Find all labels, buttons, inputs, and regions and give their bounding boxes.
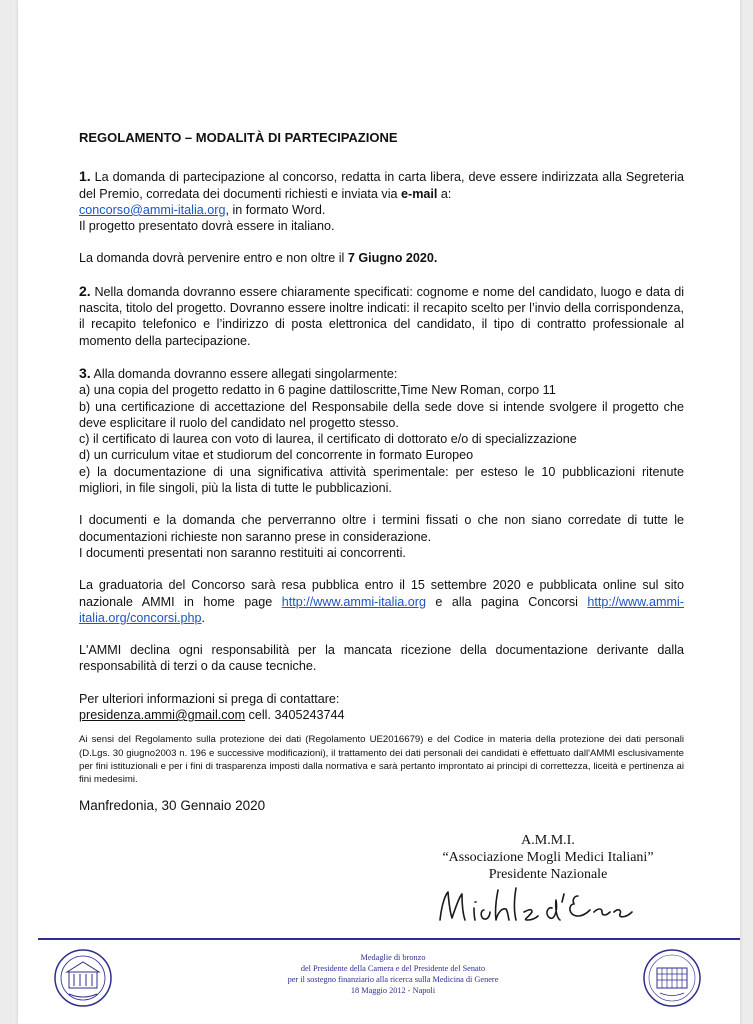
section-1-language: Il progetto presentato dovrà essere in italiano. xyxy=(79,219,335,234)
camera-deputati-medal-logo xyxy=(53,948,113,1008)
contact-intro: Per ulteriori informazioni si prega di contattare: xyxy=(79,691,340,706)
ranking-text-c: . xyxy=(201,610,206,625)
list-item: a) una copia del progetto redatto in 6 pagine dattiloscritte,Time New Roman, corpo 11 xyxy=(79,383,556,398)
concorsi-page-link[interactable]: http://www.ammi-italia.org/concorsi.php xyxy=(79,594,684,625)
section-1 xyxy=(79,168,684,218)
deadline-date: 7 Giugno 2020. xyxy=(347,251,438,266)
contact-email[interactable]: presidenza.ammi@gmail.com xyxy=(79,708,246,723)
section-3-number: 3. xyxy=(79,364,91,381)
document-page xyxy=(18,0,740,1024)
footer-line-1: Medaglie di bronzo xyxy=(360,953,426,962)
ranking-text-b: e alla pagina Concorsi xyxy=(425,594,588,609)
section-1-number: 1. xyxy=(79,168,91,185)
org-full-name: “Associazione Mogli Medici Italiani” xyxy=(442,850,654,865)
section-1-text-b: a: xyxy=(437,186,452,201)
list-item: c) il certificato di laurea con voto di laurea, il certificato di dottorato e/o di specializzazione xyxy=(79,432,577,447)
footer-line-4: 18 Maggio 2012 - Napoli xyxy=(350,986,436,995)
section-3-intro xyxy=(79,365,684,382)
list-item: d) un curriculum vitae et studiorum del concorrente in formato Europeo xyxy=(79,448,474,463)
concorso-email-link[interactable]: concorso@ammi-italia.org xyxy=(79,202,226,217)
section-1-text-c: , in formato Word. xyxy=(225,202,326,217)
disclaimer: L'AMMI declina ogni responsabilità per la mancata ricezione della documentazione derivante dalla responsabilità di terzi o da cause tecniche. xyxy=(79,643,684,674)
footer-line-3: per il sostegno finanziario alla ricerca sulla Medicina di Genere xyxy=(287,975,499,984)
documents-note: I documenti e la domanda che perverranno oltre i termini fissati o che non siano corredate di tutte le documentazioni richieste non saranno prese in considerazione. xyxy=(79,513,684,544)
section-2 xyxy=(79,283,684,349)
signatory-role: Presidente Nazionale xyxy=(488,867,608,882)
privacy-notice: Ai sensi del Regolamento sulla protezione dei dati (Regolamento UE2016679) e del Codice in materia della protezione dei dati personali (D.Lgs. 30 giugno2003 n. 196 e successive modificazioni), il trattamento dei dati personali dei candidati è effettuato dall'AMMI esclusivamente per fini istituzionali e per i fini di trasparenza imposti dalla normativa e sarà pertanto improntato ai principi di correttezza, liceità e pertinenza ai fini medesimi. xyxy=(79,734,684,785)
regulation-body xyxy=(79,130,684,814)
ranking-paragraph xyxy=(79,577,684,626)
deadline xyxy=(79,250,684,266)
section-1-text-a: La domanda di partecipazione al concorso, redatta in carta libera, deve essere indirizzata alla Segreteria del Premio, corredata dei documenti richiesti e inviata via xyxy=(79,170,684,201)
senato-medal-logo xyxy=(642,948,702,1008)
list-item: b) una certificazione di accettazione del Responsabile della sede dove si intende svolgere il progetto che deve esplicitare il ruolo del candidato nel progetto stesso. xyxy=(79,399,684,430)
deadline-text: La domanda dovrà pervenire entro e non oltre il xyxy=(79,251,348,266)
signature-block xyxy=(418,832,678,883)
ranking-text-a: La graduatoria del Concorso sarà resa pubblica entro il 15 settembre 2020 e pubblicata online sul sito nazionale AMMI in home page xyxy=(79,578,684,609)
footer-medals-text xyxy=(238,952,548,996)
email-bold: e-mail xyxy=(401,186,438,201)
footer-divider xyxy=(38,938,740,940)
section-2-number: 2. xyxy=(79,282,91,299)
org-short-name: A.M.M.I. xyxy=(521,833,575,848)
contact-line xyxy=(79,707,684,723)
section-3-intro-text: Alla domanda dovranno essere allegati singolarmente: xyxy=(90,366,398,381)
footer-line-2: del Presidente della Camera e del Presidente del Senato xyxy=(300,964,486,973)
contact-phone: cell. 3405243744 xyxy=(245,708,345,723)
document-title: REGOLAMENTO – MODALITÀ DI PARTECIPAZIONE xyxy=(79,130,398,145)
ammi-home-link[interactable]: http://www.ammi-italia.org xyxy=(281,594,426,609)
list-item: e) la documentazione di una significativa attività sperimentale: per esteso le 10 pubblicazioni ritenute migliori, in file singoli, più la lista di tutte le pubblicazioni. xyxy=(79,464,684,496)
place-date: Manfredonia, 30 Gennaio 2020 xyxy=(79,798,266,814)
handwritten-signature xyxy=(428,882,648,932)
documents-return-note: I documenti presentati non saranno restituiti ai concorrenti. xyxy=(79,545,406,560)
section-2-text: Nella domanda dovranno essere chiaramente specificati: cognome e nome del candidato, luogo e data di nascita, titolo del progetto. Dovranno essere inoltre indicati: il recapito scelto per l’invio della corrispondenza, il recapito telefonico e l’indirizzo di posta elettronica del candidato, il tipo di contratto professionale al momento della partecipazione. xyxy=(79,284,684,348)
